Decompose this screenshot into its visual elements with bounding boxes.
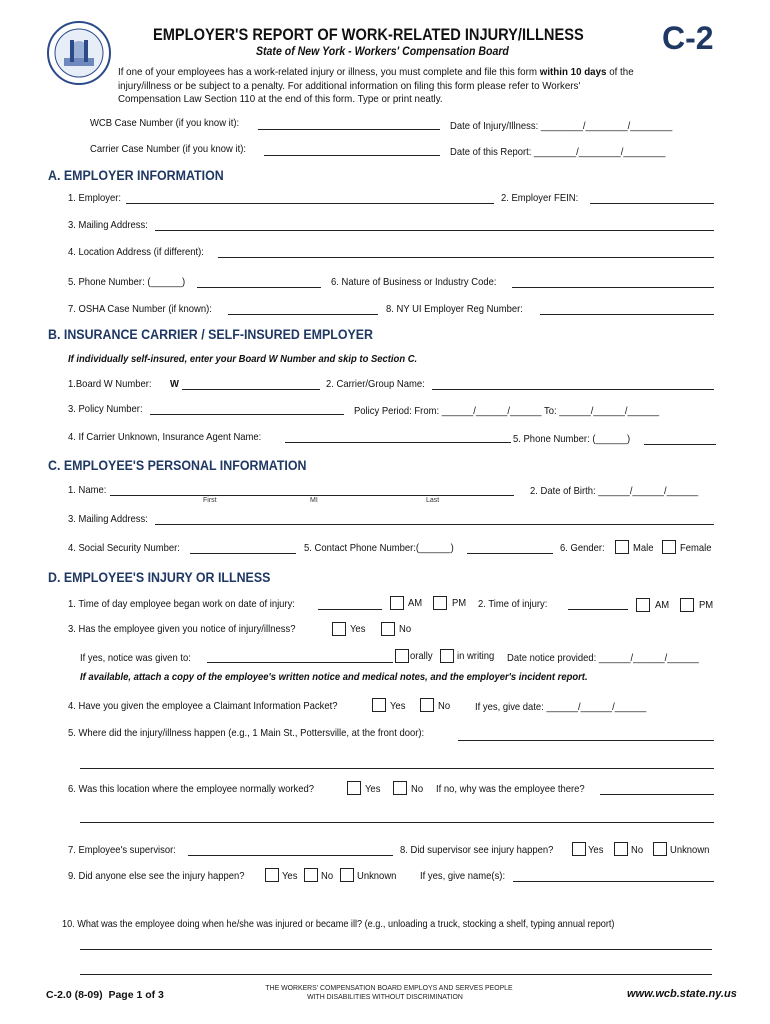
date-injury-label[interactable]: Date of Injury/Illness: ________/________/________ [450,120,673,132]
q9-no-checkbox[interactable] [304,868,318,882]
q8-no-checkbox[interactable] [614,842,628,856]
employee-name-label: 1. Name: [68,484,107,496]
osha-label: 7. OSHA Case Number (if known): [68,303,212,315]
section-b-title: B. INSURANCE CARRIER / SELF-INSURED EMPLOYER [48,327,374,342]
notice-orally-checkbox[interactable] [395,649,409,663]
q9-label: 9. Did anyone else see the injury happen? [68,870,245,882]
q6-label: 6. Was this location where the employee normally worked? [68,783,314,795]
q1-time-field[interactable] [318,609,382,610]
q3-no-label: No [399,623,412,635]
q6-no-checkbox[interactable] [393,781,407,795]
date-report-label[interactable]: Date of this Report: ________/________/________ [450,146,666,158]
agent-phone-field[interactable] [644,444,716,445]
intro-text: If one of your employees has a work-related injury or illness, you must complete and file this form within 10 days of the injury/illness or be subject to a penalty. For additional information on filing this form please refer to Workers' Compensation Law Section 110 at the end of this form. Type or print neatly. [118,66,634,105]
gender-male-label: Male [633,542,654,554]
q2-pm-checkbox[interactable] [680,598,694,612]
q10-field-2[interactable] [80,974,712,975]
q10-field-1[interactable] [80,949,712,950]
nyui-field[interactable] [540,314,714,315]
phone-field[interactable] [197,287,321,288]
fein-label: 2. Employer FEIN: [501,192,579,204]
osha-field[interactable] [228,314,378,315]
section-c-title: C. EMPLOYEE'S PERSONAL INFORMATION [48,458,307,473]
carrier-group-field[interactable] [432,389,714,390]
state-seal [46,20,112,86]
board-w-prefix: W [170,378,179,390]
agent-name-field[interactable] [285,442,511,443]
agent-name-label: 4. If Carrier Unknown, Insurance Agent Name: [68,431,262,443]
q7-label: 7. Employee's supervisor: [68,844,176,856]
footer-disclaimer: THE WORKERS' COMPENSATION BOARD EMPLOYS AND SERVES PEOPLE WITH DISABILITIES WITHOUT DISCRIMINATION [265,983,513,1001]
wcb-case-field[interactable] [258,129,440,130]
footer-page: Page 1 of 3 [108,989,164,1001]
q4-label: 4. Have you given the employee a Claimant Information Packet? [68,700,338,712]
q9-unknown-checkbox[interactable] [340,868,354,882]
q5-field-1[interactable] [458,740,714,741]
employee-mailing-label: 3. Mailing Address: [68,513,148,525]
board-w-label: 1.Board W Number: [68,378,152,390]
notice-given-field[interactable] [207,662,393,663]
q6-yes-checkbox[interactable] [347,781,361,795]
q9-names-label: If yes, give name(s): [420,870,506,882]
q6-yes-label: Yes [365,783,381,795]
location-address-label: 4. Location Address (if different): [68,246,204,258]
nature-business-label: 6. Nature of Business or Industry Code: [331,276,497,288]
q3-yes-label: Yes [350,623,366,635]
dob-label[interactable]: 2. Date of Birth: ______/______/______ [530,485,699,497]
q4-give-date-label[interactable]: If yes, give date: ______/______/______ [475,701,647,713]
self-insured-note: If individually self-insured, enter your Board W Number and skip to Section C. [68,353,418,365]
contact-phone-field[interactable] [467,553,553,554]
section-d-title: D. EMPLOYEE'S INJURY OR ILLNESS [48,570,271,585]
gender-female-label: Female [680,542,712,554]
q1-am-checkbox[interactable] [390,596,404,610]
ssn-label: 4. Social Security Number: [68,542,180,554]
mailing-address-label: 3. Mailing Address: [68,219,148,231]
q3-yes-checkbox[interactable] [332,622,346,636]
q8-yes-checkbox[interactable] [572,842,586,856]
q4-yes-checkbox[interactable] [372,698,386,712]
q9-yes-label: Yes [282,870,298,882]
q3-no-checkbox[interactable] [381,622,395,636]
policy-number-label: 3. Policy Number: [68,403,143,415]
q4-no-label: No [438,700,451,712]
employee-name-field[interactable] [110,495,514,496]
section-a-title: A. EMPLOYER INFORMATION [48,168,224,183]
q2-pm-label: PM [699,599,714,611]
q8-unknown-label: Unknown [670,844,710,856]
carrier-case-field[interactable] [264,155,440,156]
supervisor-field[interactable] [188,855,393,856]
fein-field[interactable] [590,203,714,204]
agent-phone-label: 5. Phone Number: (______) [513,433,631,445]
q2-time-field[interactable] [568,609,628,610]
gender-male-checkbox[interactable] [615,540,629,554]
q9-unknown-label: Unknown [357,870,397,882]
q2-am-checkbox[interactable] [636,598,650,612]
attach-note: If available, attach a copy of the employee's written notice and medical notes, and the employer's incident report. [80,671,588,683]
date-notice-label[interactable]: Date notice provided: ______/______/______ [507,652,699,664]
q5-field-2[interactable] [80,768,714,769]
carrier-case-label: Carrier Case Number (if you know it): [90,143,246,155]
q1-pm-label: PM [452,597,467,609]
policy-number-field[interactable] [150,414,344,415]
last-name-hint: Last [426,497,440,504]
q1-pm-checkbox[interactable] [433,596,447,610]
notice-writing-label: in writing [457,650,495,662]
q6-if-no-label: If no, why was the employee there? [436,783,585,795]
employee-mailing-field[interactable] [155,524,714,525]
q4-no-checkbox[interactable] [420,698,434,712]
notice-given-label: If yes, notice was given to: [80,652,191,664]
q8-unknown-checkbox[interactable] [653,842,667,856]
form-title: EMPLOYER'S REPORT OF WORK-RELATED INJURY/ILLNESS [153,25,584,44]
q6-field-2[interactable] [80,822,714,823]
q9-no-label: No [321,870,334,882]
q5-label: 5. Where did the injury/illness happen (e.g., 1 Main St., Pottersville, at the front door): [68,727,425,739]
footer-form-id: C-2.0 (8-09) Page 1 of 3 [46,989,164,1001]
q9-names-field[interactable] [513,881,714,882]
q2-label: 2. Time of injury: [478,598,548,610]
nature-business-field[interactable] [512,287,714,288]
employer-label: 1. Employer: [68,192,122,204]
carrier-group-label: 2. Carrier/Group Name: [326,378,425,390]
q6-no-label: No [411,783,424,795]
nyui-label: 8. NY UI Employer Reg Number: [386,303,523,315]
mi-hint: MI [310,497,318,504]
q4-yes-label: Yes [390,700,406,712]
q1-label: 1. Time of day employee began work on date of injury: [68,598,295,610]
form-subtitle: State of New York - Workers' Compensation Board [256,44,509,58]
q8-yes-label: Yes [588,844,604,856]
q1-am-label: AM [408,597,423,609]
q8-no-label: No [631,844,644,856]
q2-am-label: AM [655,599,670,611]
board-w-field[interactable] [182,389,320,390]
ssn-field[interactable] [190,553,296,554]
employer-field[interactable] [126,203,494,204]
notice-writing-checkbox[interactable] [440,649,454,663]
footer-website[interactable]: www.wcb.state.ny.us [627,988,737,1000]
gender-female-checkbox[interactable] [662,540,676,554]
policy-period-label[interactable]: Policy Period: From: ______/______/______ To: ______/______/______ [354,405,660,417]
q6-if-no-field[interactable] [600,794,714,795]
wcb-case-label: WCB Case Number (if you know it): [90,117,240,129]
form-code: C-2 [662,20,714,56]
location-address-field[interactable] [218,257,714,258]
q10-label: 10. What was the employee doing when he/she was injured or became ill? (e.g., unloading a truck, stocking a shelf, typing annual report) [62,918,615,930]
first-name-hint: First [203,497,217,504]
notice-orally-label: orally [410,650,433,662]
q8-label: 8. Did supervisor see injury happen? [400,844,554,856]
q3-label: 3. Has the employee given you notice of injury/illness? [68,623,296,635]
q9-yes-checkbox[interactable] [265,868,279,882]
mailing-address-field[interactable] [155,230,714,231]
gender-label: 6. Gender: [560,542,605,554]
contact-phone-label: 5. Contact Phone Number:(______) [304,542,454,554]
phone-label: 5. Phone Number: (______) [68,276,186,288]
